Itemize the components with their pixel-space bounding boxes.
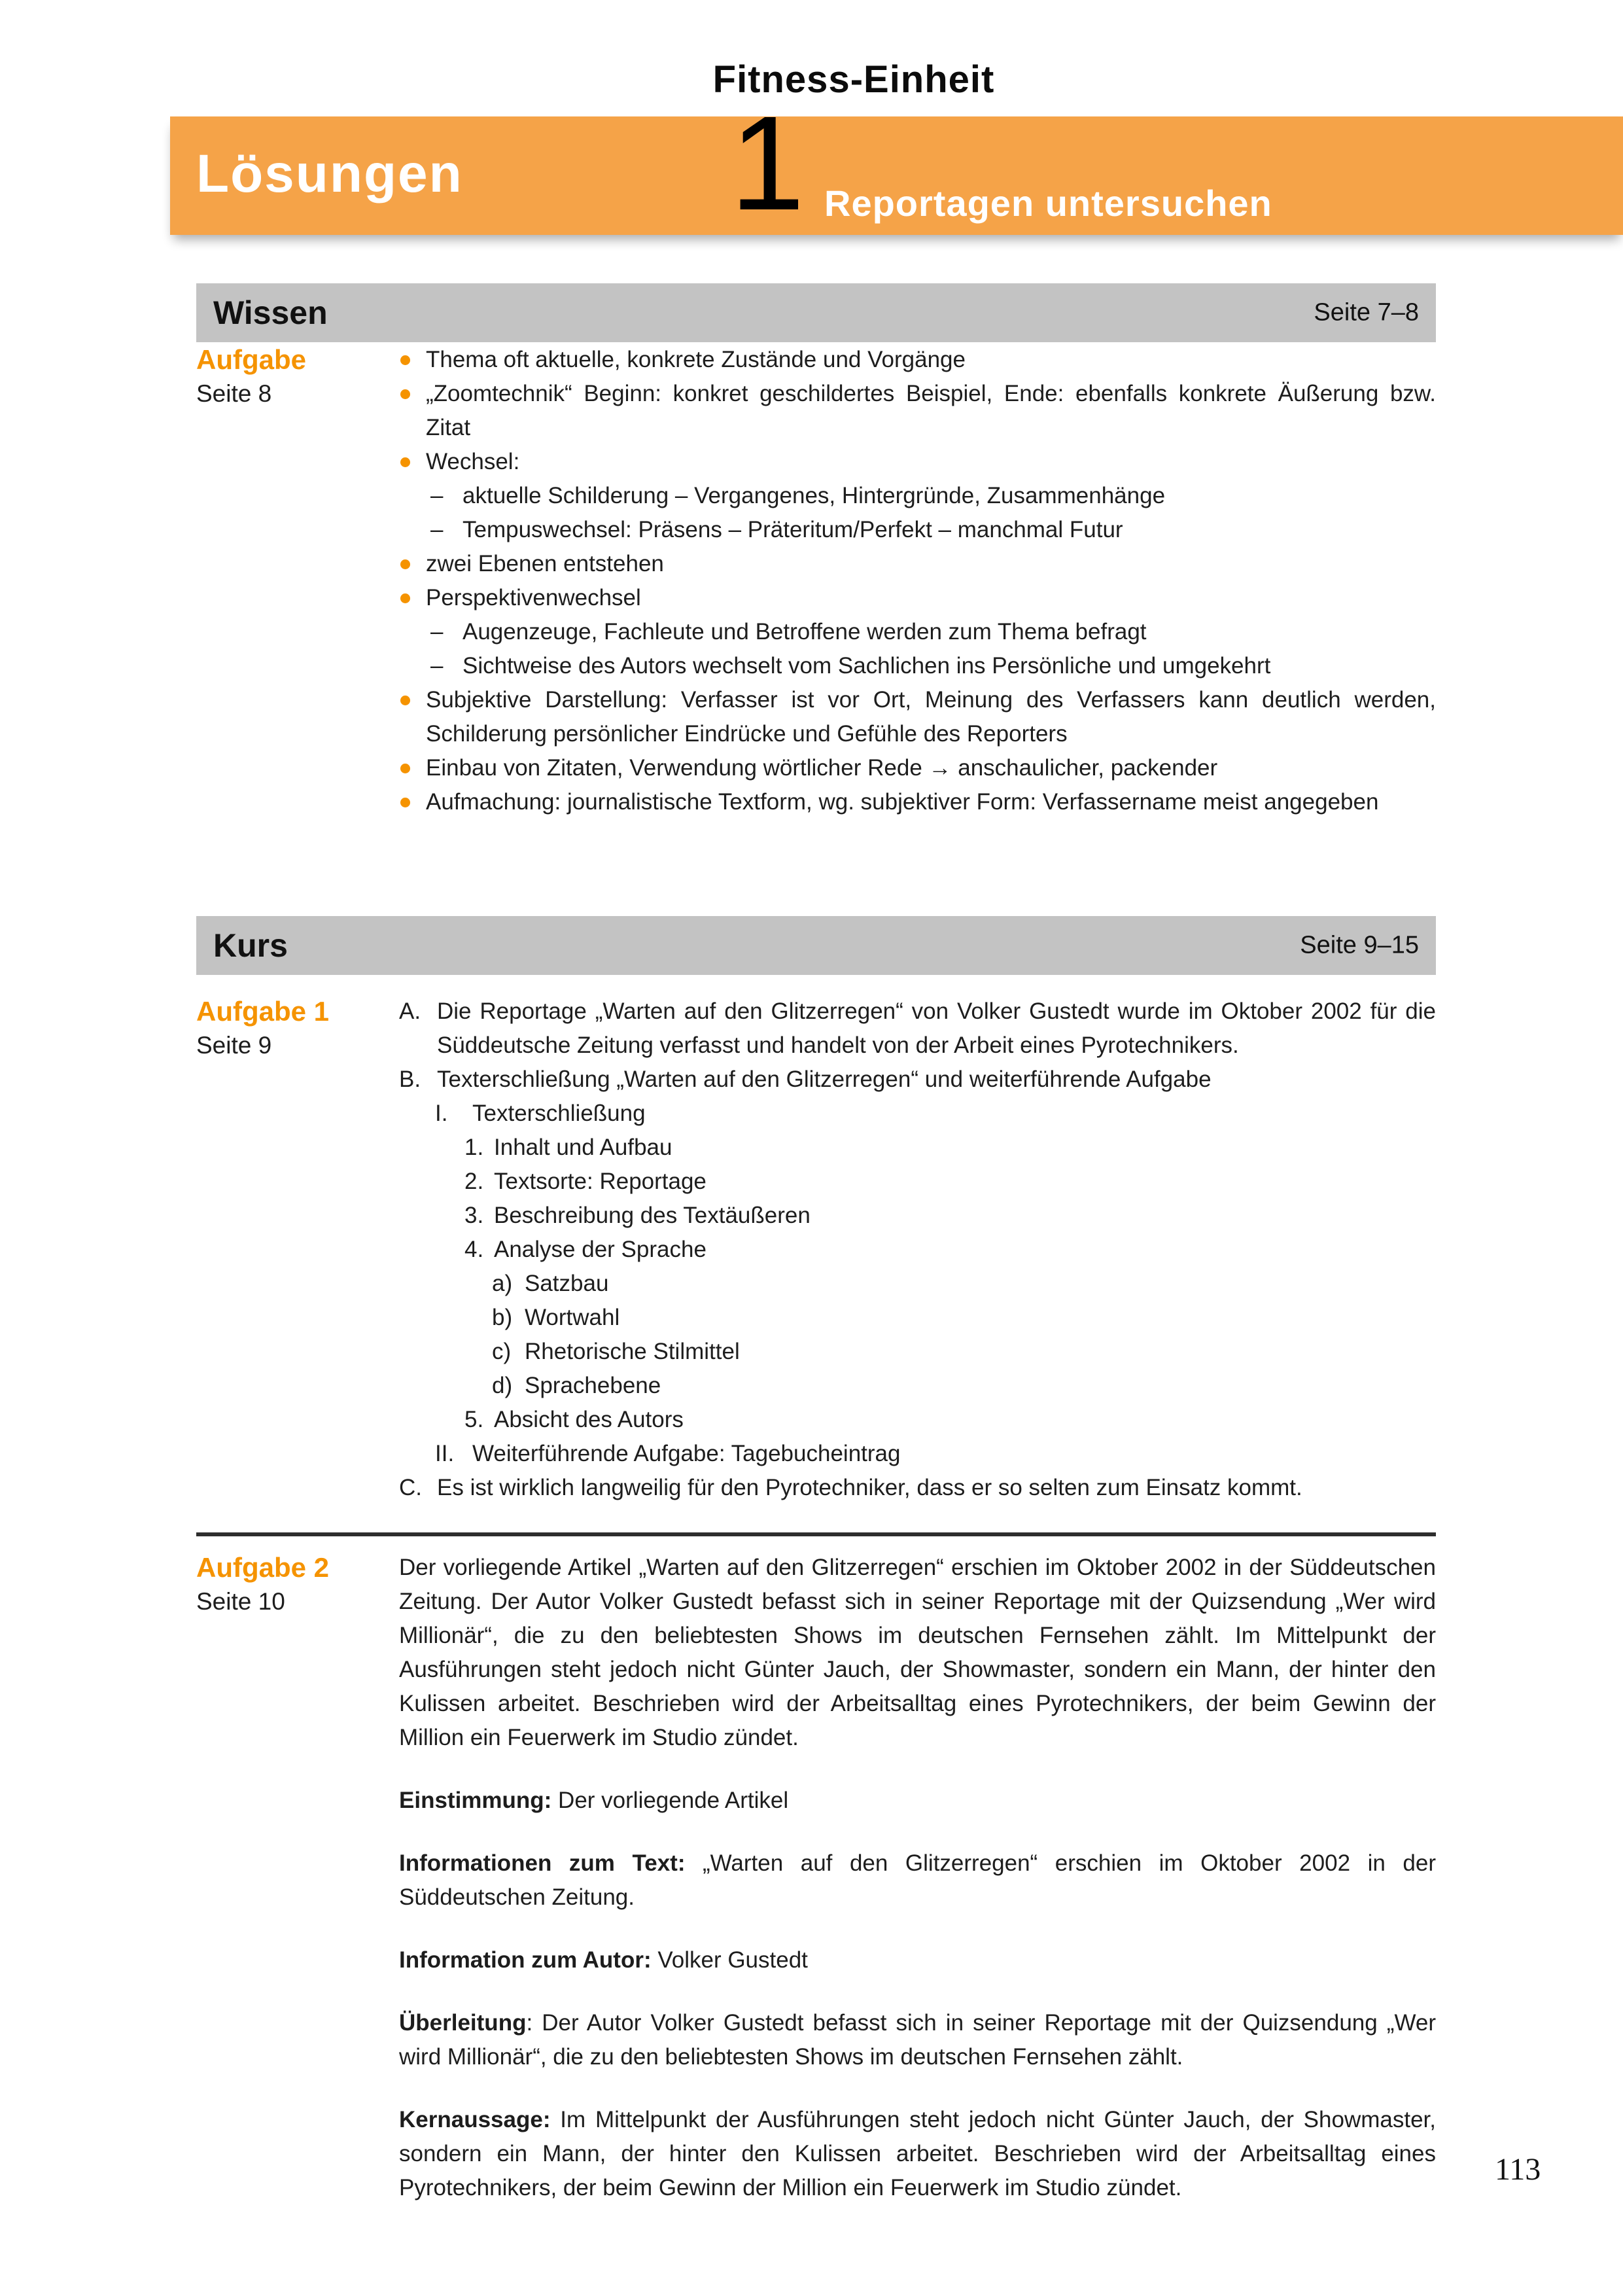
outline-item xyxy=(464,1233,1436,1267)
task-page: Seite 10 xyxy=(196,1588,285,1615)
paragraph xyxy=(399,1784,1436,1818)
aufgabe-1-outline xyxy=(399,995,1436,1505)
paragraph xyxy=(399,2103,1436,2205)
outline-item xyxy=(464,1199,1436,1233)
bullet-text: „Zoomtechnik“ Beginn: konkret geschildertes Beispiel, Ende: ebenfalls konkrete Äußerung bzw. Zitat xyxy=(426,381,1436,440)
sub-item xyxy=(430,649,1436,683)
sub-item-text: Augenzeuge, Fachleute und Betroffene werden zum Thema befragt xyxy=(462,619,1147,645)
outline-text: Es ist wirklich langweilig für den Pyrotechniker, dass er so selten zum Einsatz kommt. xyxy=(437,1475,1302,1500)
outline-item xyxy=(464,1165,1436,1199)
paragraph-lead: Überleitung xyxy=(399,2010,527,2036)
sub-item xyxy=(430,479,1436,513)
task-label-aufgabe-2 xyxy=(196,1551,389,1619)
task-name: Aufgabe xyxy=(196,344,306,375)
page-number: 113 xyxy=(1495,2152,1541,2187)
outline-text: Die Reportage „Warten auf den Glitzerregen“ von Volker Gustedt wurde im Oktober 2002 für die Süddeutsche Zeitung verfasst und handelt von der Arbeit eines Pyrotechnikers. xyxy=(437,998,1436,1058)
outline-text: Beschreibung des Textäußeren xyxy=(494,1203,811,1228)
outline-text: Texterschließung „Warten auf den Glitzerregen“ und weiterführende Aufgabe xyxy=(437,1067,1212,1092)
sub-item-text: Sichtweise des Autors wechselt vom Sachlichen ins Persönliche und umgekehrt xyxy=(462,653,1271,679)
bullet-text: zwei Ebenen entstehen xyxy=(426,551,664,576)
section-title: Wissen xyxy=(213,294,328,331)
sub-item xyxy=(430,615,1436,649)
outline-marker: c) xyxy=(492,1339,512,1364)
outline-text: Inhalt und Aufbau xyxy=(494,1135,672,1160)
task-name: Aufgabe 2 xyxy=(196,1552,330,1583)
bullet-icon xyxy=(400,593,410,603)
outline-item xyxy=(464,1403,1436,1437)
outline-text: Texterschließung xyxy=(472,1101,646,1126)
bullet-text: Perspektivenwechsel xyxy=(426,585,641,610)
outline-item xyxy=(492,1301,1436,1335)
outline-text: Analyse der Sprache xyxy=(494,1237,707,1262)
outline-text: Weiterführende Aufgabe: Tagebucheintrag xyxy=(472,1441,901,1466)
outline-text: Satzbau xyxy=(525,1271,609,1296)
outline-item xyxy=(399,1471,1436,1505)
paragraph-text: Volker Gustedt xyxy=(651,1947,808,1973)
bullet-icon xyxy=(400,696,410,705)
paragraph-lead: Einstimmung: xyxy=(399,1788,552,1813)
wissen-bullet-list xyxy=(399,343,1436,819)
bullet-text: Thema oft aktuelle, konkrete Zustände und Vorgänge xyxy=(426,347,966,372)
bullet-icon xyxy=(400,798,410,807)
paragraph xyxy=(399,2006,1436,2074)
section-pages: Seite 9–15 xyxy=(1300,931,1419,959)
outline-marker: 2. xyxy=(464,1169,484,1194)
outline-item xyxy=(399,1063,1436,1097)
outline-item xyxy=(435,1097,1436,1131)
outline-marker: I. xyxy=(435,1101,448,1126)
paragraph-text: Der vorliegende Artikel xyxy=(551,1788,789,1813)
paragraph-lead: Information zum Autor: xyxy=(399,1947,652,1973)
paragraph-lead: Kernaussage: xyxy=(399,2107,551,2132)
outline-marker: B. xyxy=(399,1067,421,1092)
outline-text: Absicht des Autors xyxy=(494,1407,684,1432)
bullet-text: Subjektive Darstellung: Verfasser ist vor Ort, Meinung des Verfassers kann deutlich werden, Schilderung persönlicher Eindrücke und Gefühle des Reporters xyxy=(426,687,1436,747)
paragraph-text: : Der Autor Volker Gustedt befasst sich in seiner Reportage mit der Quizsendung „Wer wird Millionär“, die zu den beliebtesten Shows im deutschen Fernsehen zählt. xyxy=(399,2010,1436,2070)
task-page: Seite 8 xyxy=(196,380,272,407)
task-name: Aufgabe 1 xyxy=(196,996,330,1027)
intro-paragraph: Der vorliegende Artikel „Warten auf den Glitzerregen“ erschien im Oktober 2002 in der Süddeutschen Zeitung. Der Autor Volker Gustedt befasst sich in seiner Reportage mit der Quizsendung „Wer wird Millionär“, die zu den beliebtesten Shows im deutschen Fernsehen zählt. Im Mittelpunkt der Ausführungen steht jedoch nicht Günter Jauch, der Showmaster, sondern ein Mann, der hinter den Kulissen arbeitet. Beschrieben wird der Arbeitsalltag eines Pyrotechnikers, der beim Gewinn der Million ein Feuerwerk im Studio zündet. xyxy=(399,1555,1436,1750)
outline-item xyxy=(492,1267,1436,1301)
bullet-item xyxy=(399,683,1436,751)
bullet-text: Einbau von Zitaten, Verwendung wörtlicher Rede → anschaulicher, packender xyxy=(426,755,1218,781)
sub-item xyxy=(430,513,1436,547)
section-bar-kurs xyxy=(196,916,1436,975)
outline-item xyxy=(399,995,1436,1063)
outline-item xyxy=(464,1131,1436,1165)
section-pages: Seite 7–8 xyxy=(1314,298,1419,327)
task-page: Seite 9 xyxy=(196,1032,272,1059)
dash-icon: – xyxy=(430,653,444,679)
outline-item xyxy=(492,1369,1436,1403)
outline-text: Sprachebene xyxy=(525,1373,661,1398)
outline-marker: 4. xyxy=(464,1237,484,1262)
outline-text: Textsorte: Reportage xyxy=(494,1169,707,1194)
task-label-wissen xyxy=(196,343,389,411)
aufgabe-2-paragraphs xyxy=(399,1551,1436,2205)
sub-item-text: aktuelle Schilderung – Vergangenes, Hintergründe, Zusammenhänge xyxy=(462,483,1166,508)
paragraph-text: „Warten auf den Glitzerregen“ erschien im Oktober 2002 in der Süddeutschen Zeitung. xyxy=(399,1850,1436,1910)
outline-marker: C. xyxy=(399,1475,422,1500)
unit-label: Fitness-Einheit xyxy=(712,58,995,101)
bullet-icon xyxy=(400,457,410,467)
task-label-aufgabe-1 xyxy=(196,995,389,1063)
bullet-icon xyxy=(400,559,410,569)
bullet-item xyxy=(399,785,1436,819)
dash-icon: – xyxy=(430,619,444,645)
outline-text: Wortwahl xyxy=(525,1305,620,1330)
section-title: Kurs xyxy=(213,927,288,964)
outline-marker: 5. xyxy=(464,1407,484,1432)
bullet-text: Aufmachung: journalistische Textform, wg. subjektiver Form: Verfassername meist angegeben xyxy=(426,789,1379,815)
outline-item xyxy=(492,1335,1436,1369)
paragraph-text: Im Mittelpunkt der Ausführungen steht jedoch nicht Günter Jauch, der Showmaster, sondern ein Mann, der hinter den Kulissen arbeitet. Beschrieben wird der Arbeitsalltag eines Pyrotechnikers, der beim Gewinn der Million ein Feuerwerk im Studio zündet. xyxy=(399,2107,1436,2200)
bullet-text: Wechsel: xyxy=(426,449,520,474)
doc-title: Lösungen xyxy=(196,143,463,203)
paragraph-lead: Informationen zum Text: xyxy=(399,1850,686,1876)
bullet-item xyxy=(399,581,1436,615)
dash-icon: – xyxy=(430,483,444,508)
bullet-icon xyxy=(400,355,410,365)
bullet-item xyxy=(399,377,1436,445)
dash-icon: – xyxy=(430,517,444,542)
bullet-icon xyxy=(400,389,410,399)
unit-title: Reportagen untersuchen xyxy=(824,183,1272,224)
paragraph xyxy=(399,1846,1436,1915)
outline-marker: 3. xyxy=(464,1203,484,1228)
outline-item xyxy=(435,1437,1436,1471)
bullet-item xyxy=(399,751,1436,785)
bullet-icon xyxy=(400,764,410,773)
title-banner xyxy=(170,88,1623,238)
outline-text: Rhetorische Stilmittel xyxy=(525,1339,740,1364)
unit-number: 1 xyxy=(730,88,805,238)
bullet-item xyxy=(399,445,1436,479)
outline-marker: A. xyxy=(399,998,421,1024)
section-bar-wissen xyxy=(196,283,1436,342)
bullet-item xyxy=(399,343,1436,377)
outline-marker: d) xyxy=(492,1373,513,1398)
outline-marker: a) xyxy=(492,1271,513,1296)
bullet-item xyxy=(399,547,1436,581)
divider-rule xyxy=(196,1532,1436,1536)
sub-item-text: Tempuswechsel: Präsens – Präteritum/Perfekt – manchmal Futur xyxy=(462,517,1123,542)
outline-marker: b) xyxy=(492,1305,513,1330)
paragraph xyxy=(399,1943,1436,1977)
outline-marker: II. xyxy=(435,1441,455,1466)
outline-marker: 1. xyxy=(464,1135,484,1160)
